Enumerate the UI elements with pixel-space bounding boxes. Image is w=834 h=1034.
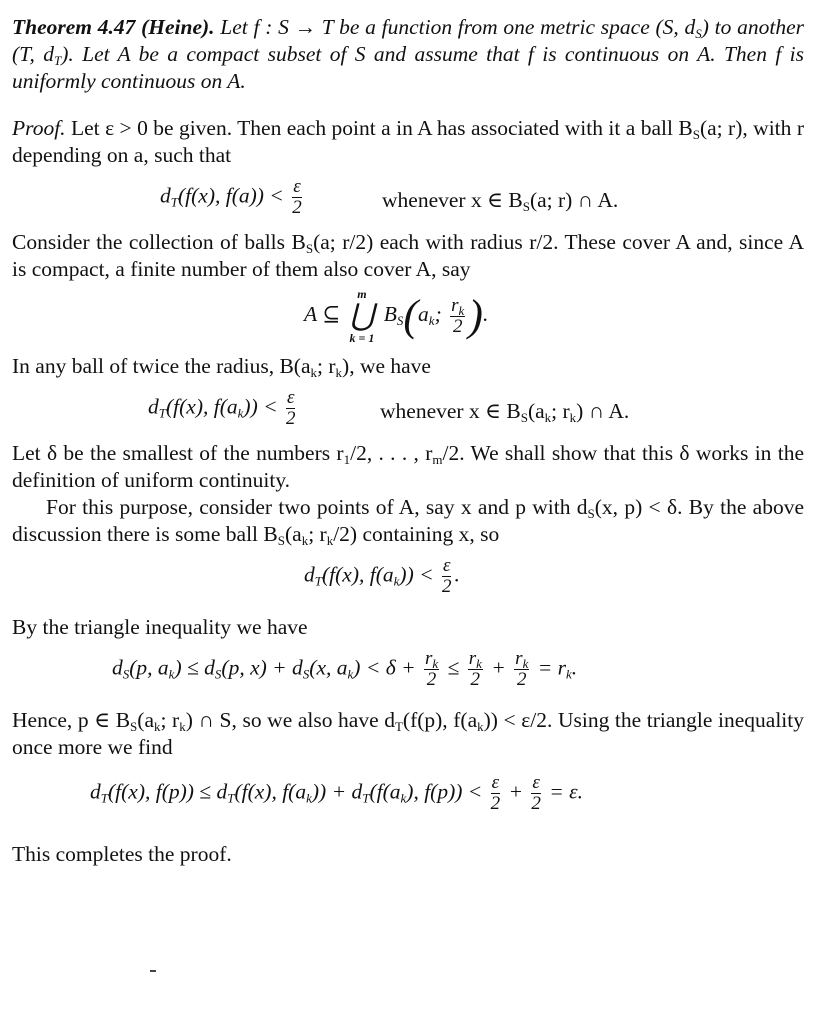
page [12, 6, 804, 868]
equation-2: A ⊆ m ⋃ k = 1 $B_S(a_k$; $\frac{r_k}{2}$ ). [304, 287, 489, 345]
proof-paragraph-7: Hence, p ∈ $B_S(a_k$; $r_k$) ∩ S, so we also have $d_T(f(p)$, $f(a_k)) < \varepsilon/2$. Using the triangle inequality once more we find [12, 708, 804, 759]
proof-paragraph-4: Let δ be the smallest of the numbers $r_1/2$, . . . , $r_m/2$. We shall show that this δ works in the definition of uniform continuity. [12, 441, 804, 492]
proof-paragraph-2: Consider the collection of balls $B_S(a$; r/2) each with radius r/2. These cover A and, since A is compact, a finite number of them also cover A, say [12, 230, 805, 281]
theorem-heading: Theorem 4.47 (Heine). [12, 15, 215, 39]
equation-1: $d_T(f(x)$, f(a)) < $\frac{\varepsilon}{2}$ whenever x ∈ $B_S(a$; r) ∩ A. [160, 176, 619, 218]
proof-paragraph-8: This completes the proof. [12, 842, 232, 866]
theorem-statement: Theorem 4.47 (Heine). Let f : S → T be a function from one metric space (S, $d_S$) to another (T, $d_T$). Let A be a compact subset of S and assume that f is continuous on A. Then f is uniformly continuous on A. [12, 15, 804, 93]
proof-label: Proof. [12, 116, 66, 140]
equation-3: $d_T(f(x)$, $f(a_k)$) < $\frac{\varepsilon}{2}$ whenever x ∈ $B_S(a_k$; $r_k$) ∩ A. [148, 387, 630, 429]
equation-6: $d_T(f(x)$, $f(p)) \le d_T(f(x)$, $f(a_k)) + d_T(f(a_k)$, f(p)) < $\frac{\varepsilon}{2}$ + $\frac{\varepsilon}{2}$ = ε. [90, 772, 584, 814]
proof-paragraph-5: For this purpose, consider two points of A, say x and p with $d_S(x$, p) < δ. By the above discussion there is some ball $B_S(a_k$; $r_k/2$) containing x, so [12, 495, 804, 548]
proof-paragraph-3: In any ball of twice the radius, $B(a_k$; $r_k$), we have [12, 354, 431, 380]
fraction-eps-over-2: $\frac{\varepsilon}{2}$ [292, 176, 302, 218]
proof-paragraph-6: By the triangle inequality we have [12, 615, 308, 639]
proof-paragraph-1: Proof. Let ε > 0 be given. Then each point a in A has associated with it a ball $B_S(a$; r), with r depending on a, such that [12, 116, 804, 167]
equation-4: $d_T(f(x)$, $f(a_k)$) < $\frac{\varepsilon}{2}$ . [304, 555, 460, 597]
equation-5: $d_S(p$, $a_k) \le d_S(p$, $x) + d_S(x$, $a_k) < \delta$ + $\frac{r_k}{2}$ ≤ $\frac{r_k}{2}$ + $\frac{r_k}{2}$ = $r_k$. [112, 648, 578, 690]
scan-mark [150, 970, 156, 972]
union-operator: m ⋃ k = 1 [349, 287, 375, 345]
